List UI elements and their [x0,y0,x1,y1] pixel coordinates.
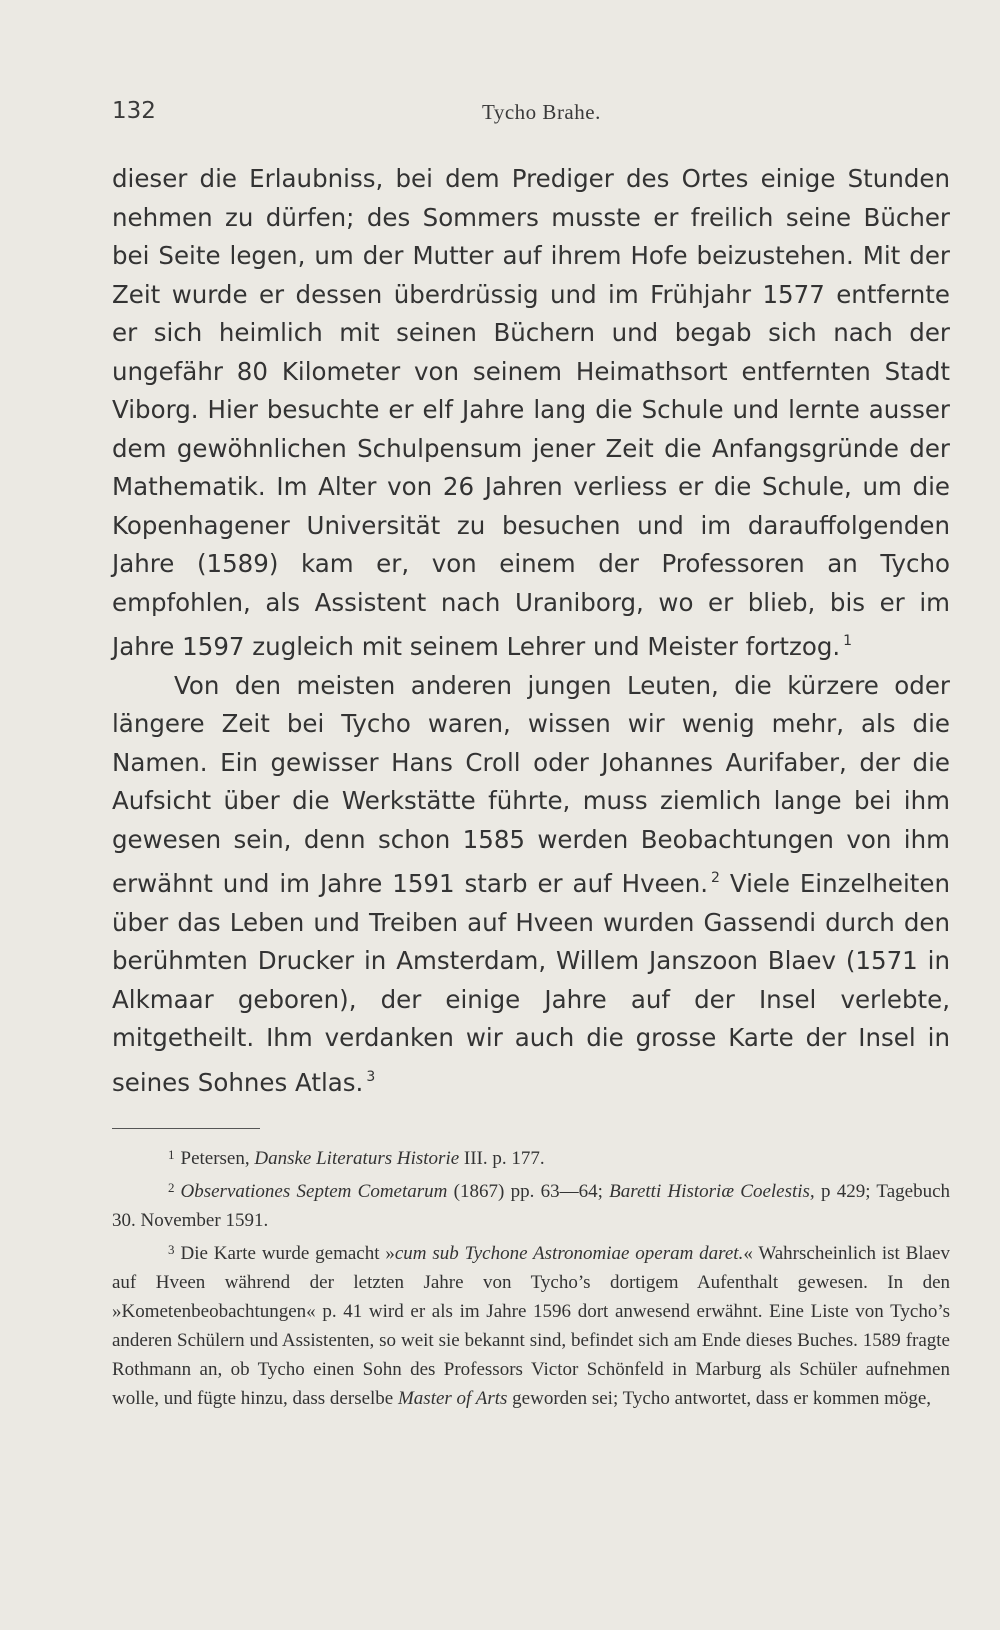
footnotes [112,1140,950,1413]
paragraph-1-text: dieser die Erlaubniss, bei dem Prediger des Ortes einige Stunden nehmen zu dürfen; des Sommers musste er freilich seine Bücher bei Seite legen, um der Mutter auf ihrem Hofe beizustehen. Mit der Zeit wurde er dessen überdrüssig und im Frühjahr 1577 entfernte er sich heimlich mit seinen Büchern und begab sich nach der ungefähr 80 Kilometer von seinem Heimathsort entfernten Stadt Viborg. Hier besuchte er elf Jahre lang die Schule und lernte ausser dem gewöhnlichen Schulpensum jener Zeit die Anfangsgründe der Mathematik. Im Alter von 26 Jahren verliess er die Schule, um die Kopenhagener Universität zu besuchen und im darauffolgenden Jahre (1589) kam er, von einem der Professoren an Tycho empfohlen, als Assistent nach Uraniborg, wo er blieb, bis er im Jahre 1597 zugleich mit seinem Lehrer und Meister fortzog. [112,164,950,661]
footnote-1-text: Petersen, [180,1148,255,1169]
footnote-divider [112,1128,260,1129]
paragraph-2-text-a: Von den meisten anderen jungen Leuten, die kürzere oder längere Zeit bei Tycho waren, wissen wir wenig mehr, als die Namen. Ein gewisser Hans Croll oder Johannes Aurifaber, der die Aufsicht über die Werkstätte führte, muss ziemlich lange bei ihm gewesen sein, denn schon 1585 werden Beobachtungen von ihm erwähnt und im Jahre 1591 starb er auf Hveen. [112,670,950,898]
paragraph-1 [112,160,950,667]
footnote-1 [112,1140,950,1173]
footnote-3-quote: cum sub Tychone Astronomiae operam daret. [394,1243,744,1264]
footnote-2 [112,1173,950,1235]
main-text [112,160,950,1102]
footnote-3-degree: Master of Arts [397,1388,508,1409]
paragraph-2-text-b: Viele Einzelheiten über das Leben und Treiben auf Hveen wurden Gassendi durch den berühmten Drucker in Amsterdam, Willem Janszoon Blaev (1571 in Alkmaar geboren), der einige Jahre auf der Insel verlebte, mitgetheilt. Ihm verdanken wir auch die grosse Karte der Insel in seines Sohnes Atlas. [112,869,950,1097]
footnote-3-text: Die Karte wurde gemacht » [180,1243,395,1264]
footnote-3-text-3: geworden sei; Tycho antwortet, dass er kommen möge, [507,1388,932,1409]
footnote-1-title: Danske Literaturs Historie [254,1148,460,1169]
footnote-3-text-2: « Wahrscheinlich ist Blaev auf Hveen während der letzten Jahre von Tycho’s dortigem Aufenthalt gewesen. In den »Kometenbeobachtungen« p. 41 wird er als im Jahre 1596 dort anwesend erwähnt. Eine Liste von Tycho’s anderen Schülern und Assistenten, so weit sie bekannt sind, befindet sich am Ende dieses Buches. 1589 fragte Rothmann an, ob Tycho einen Sohn des Professors Victor Schönfeld in Marburg als Schüler aufnehmen wolle, und fügte hinzu, dass derselbe [112,1243,950,1409]
footnote-1-mark: 1 [168,1147,175,1162]
footnote-1-citation: III. p. 177. [459,1148,545,1169]
footnote-2-mark: 2 [168,1180,175,1195]
footnote-2-citation: (1867) pp. 63—64; [447,1181,610,1202]
footnote-3-mark: 3 [168,1242,175,1257]
page-number: 132 [112,98,156,124]
footnote-3 [112,1235,950,1413]
footnote-reference-2: 2 [711,870,720,886]
footnote-reference-1: 1 [843,633,853,649]
running-title: Tycho Brahe. [482,100,601,124]
footnote-2-citation-2: p 429; Tagebuch 30. November 1591. [112,1181,951,1231]
paragraph-2 [112,667,950,1103]
footnote-2-title-2: Baretti Historiæ Coelestis, [609,1181,815,1202]
footnote-reference-3: 3 [366,1068,376,1085]
footnote-2-title: Observationes Septem Cometarum [180,1181,448,1202]
page-header [112,98,950,132]
